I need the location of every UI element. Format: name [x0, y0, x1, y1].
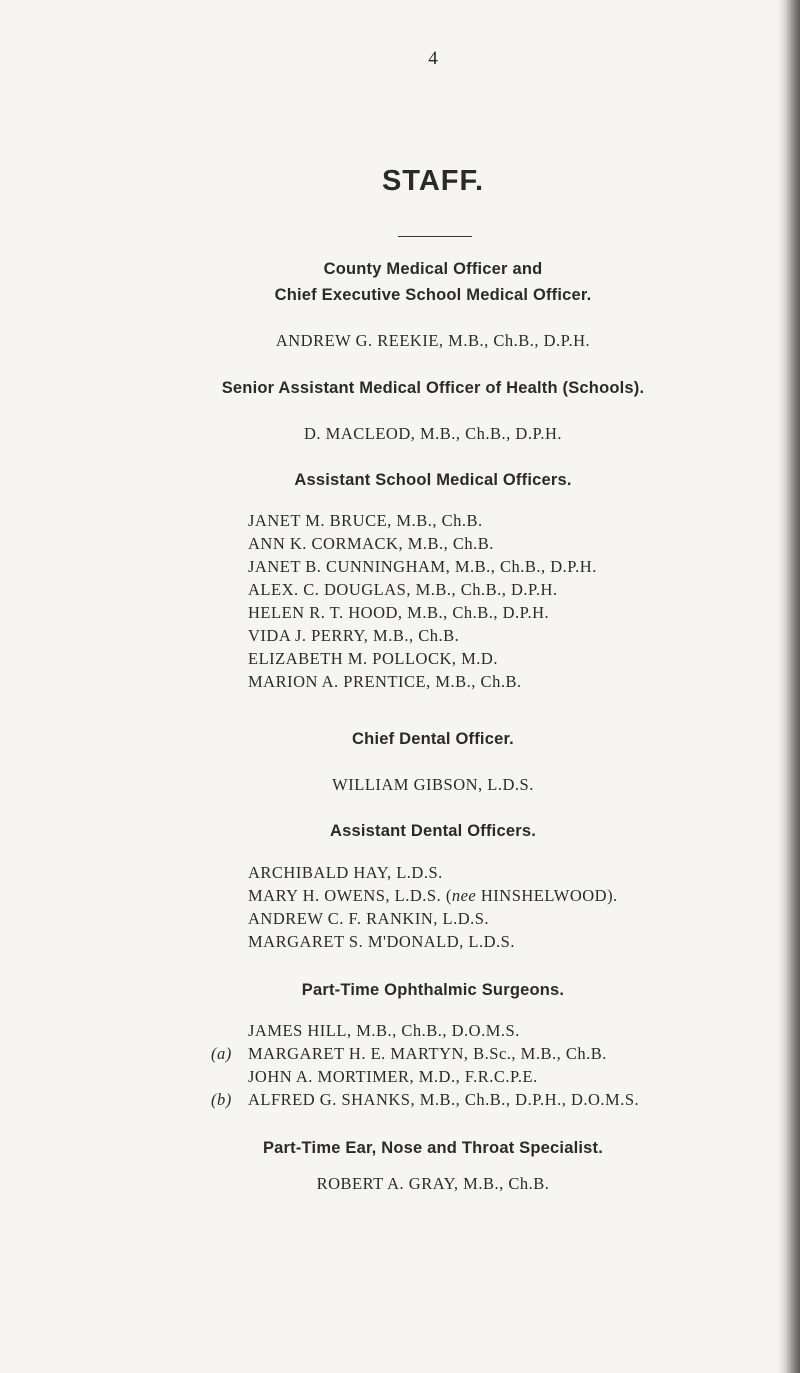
- nee-label: nee: [451, 886, 477, 905]
- scanned-page-edge: [778, 0, 800, 1373]
- list-item: [211, 1088, 640, 1111]
- ophthalmic-list: [211, 1019, 640, 1111]
- chief-dental-name: WILLIAM GIBSON, L.D.S.: [332, 775, 534, 794]
- cmo-heading-line1: County Medical Officer and: [323, 260, 543, 278]
- martyn-name: MARGARET H. E. MARTYN, B.Sc., M.B., Ch.B.: [248, 1044, 607, 1063]
- list-item: ALEX. C. DOUGLAS, M.B., Ch.B., D.P.H.: [248, 580, 558, 599]
- chief-dental-heading: Chief Dental Officer.: [352, 730, 514, 748]
- list-item: JANET M. BRUCE, M.B., Ch.B.: [248, 511, 483, 530]
- list-item: MARGARET S. M'DONALD, L.D.S.: [248, 932, 515, 951]
- maiden-name: HINSHELWOOD).: [476, 886, 618, 905]
- list-item: [211, 1042, 639, 1065]
- assistant-dental-heading: Assistant Dental Officers.: [329, 822, 536, 840]
- cmo-heading-line2: Chief Executive School Medical Officer.: [274, 286, 592, 304]
- list-item: HELEN R. T. HOOD, M.B., Ch.B., D.P.H.: [248, 603, 550, 622]
- page-number: 4: [428, 48, 438, 69]
- senior-name: D. MACLEOD, M.B., Ch.B., D.P.H.: [304, 424, 562, 443]
- ent-name: ROBERT A. GRAY, M.B., Ch.B.: [316, 1174, 550, 1193]
- footnote-marker-a: (a): [211, 1044, 232, 1063]
- shanks-name: ALFRED G. SHANKS, M.B., Ch.B., D.P.H., D.O.M.S.: [248, 1090, 640, 1109]
- assistant-school-heading: Assistant School Medical Officers.: [294, 471, 572, 489]
- list-item: ELIZABETH M. POLLOCK, M.D.: [248, 649, 498, 668]
- list-item: ARCHIBALD HAY, L.D.S.: [248, 863, 443, 882]
- owens-name: MARY H. OWENS, L.D.S. (: [248, 886, 452, 905]
- title-rule: [398, 236, 472, 237]
- ophthalmic-heading: Part-Time Ophthalmic Surgeons.: [301, 981, 565, 999]
- list-item: JAMES HILL, M.B., Ch.B., D.O.M.S.: [248, 1021, 520, 1040]
- list-item: ANDREW C. F. RANKIN, L.D.S.: [248, 909, 490, 928]
- cmo-name: ANDREW G. REEKIE, M.B., Ch.B., D.P.H.: [275, 331, 591, 350]
- senior-heading: Senior Assistant Medical Officer of Health (Schools).: [221, 379, 645, 397]
- assistant-school-list: [248, 509, 597, 693]
- page-title: STAFF.: [381, 165, 485, 197]
- list-item: VIDA J. PERRY, M.B., Ch.B.: [248, 626, 460, 645]
- ent-heading: Part-Time Ear, Nose and Throat Specialist.: [262, 1139, 604, 1157]
- list-item: JANET B. CUNNINGHAM, M.B., Ch.B., D.P.H.: [248, 557, 597, 576]
- list-item: ANN K. CORMACK, M.B., Ch.B.: [248, 534, 494, 553]
- assistant-dental-list: [248, 861, 618, 953]
- list-item: MARION A. PRENTICE, M.B., Ch.B.: [248, 672, 522, 691]
- list-item: JOHN A. MORTIMER, M.D., F.R.C.P.E.: [248, 1067, 538, 1086]
- footnote-marker-b: (b): [211, 1090, 232, 1109]
- list-item: [248, 884, 618, 907]
